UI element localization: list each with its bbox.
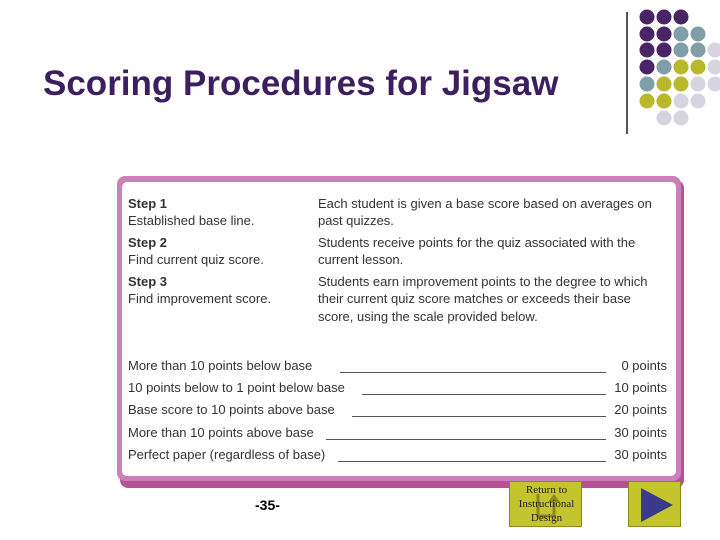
step-3-heading: Step 3 — [128, 274, 168, 289]
decorative-dot — [674, 77, 689, 92]
return-label-line3: Design — [530, 512, 563, 524]
step-3-desc-line2: their current quiz score matches or exceeds their base — [318, 291, 631, 306]
slide-title: Scoring Procedures for Jigsaw — [43, 64, 559, 103]
decorative-dot — [708, 77, 720, 92]
return-label — [510, 482, 583, 528]
title-divider — [626, 12, 628, 134]
decorative-dot — [657, 43, 672, 58]
scoring-panel-content — [122, 182, 676, 476]
decorative-dot — [674, 94, 689, 109]
decorative-dot — [657, 111, 672, 126]
scale-row-1-leader — [340, 372, 606, 373]
decorative-dot — [640, 94, 655, 109]
decorative-dot — [674, 43, 689, 58]
decorative-dot — [657, 77, 672, 92]
decorative-dot — [640, 60, 655, 75]
decorative-dot — [657, 27, 672, 42]
scale-row-3-condition: Base score to 10 points above base — [128, 402, 335, 417]
scale-row-4-points: 30 points — [614, 425, 667, 440]
decorative-dot — [640, 43, 655, 58]
decorative-dot — [691, 94, 706, 109]
scale-row-5-points: 30 points — [614, 447, 667, 462]
page-number: -35- — [255, 497, 280, 513]
return-to-instructional-design-button[interactable] — [509, 481, 582, 527]
step-1-label: Established base line. — [128, 213, 255, 228]
decorative-dot — [674, 111, 689, 126]
decorative-dot — [691, 60, 706, 75]
scale-row-4-leader — [326, 439, 606, 440]
step-1-desc-line2: past quizzes. — [318, 213, 394, 228]
decorative-dot — [674, 27, 689, 42]
return-label-line1: Return to — [525, 484, 568, 496]
step-3-desc-line3: score, using the scale provided below. — [318, 309, 538, 324]
scale-row-4-condition: More than 10 points above base — [128, 425, 314, 440]
step-3-label: Find improvement score. — [128, 291, 272, 306]
scale-row-2-points: 10 points — [614, 380, 667, 395]
decorative-dot — [708, 60, 720, 75]
decorative-dot — [708, 43, 720, 58]
step-1-heading: Step 1 — [128, 196, 168, 211]
scale-row-5-condition: Perfect paper (regardless of base) — [128, 447, 326, 462]
scale-row-1-condition: More than 10 points below base — [128, 358, 313, 373]
scale-row-3-leader — [352, 416, 606, 417]
scale-row-1-points: 0 points — [621, 358, 667, 373]
step-3-desc-line1: Students earn improvement points to the degree to which — [318, 274, 648, 289]
scale-row-5-leader — [338, 461, 606, 462]
next-slide-button[interactable] — [628, 481, 681, 527]
step-2-desc-line1: Students receive points for the quiz associated with the — [318, 235, 636, 250]
decorative-dot — [674, 10, 689, 25]
play-arrow-icon — [629, 482, 682, 528]
decorative-dot — [657, 10, 672, 25]
decorative-dot — [657, 60, 672, 75]
step-2-heading: Step 2 — [128, 235, 168, 250]
return-label-line2: Instructional — [518, 498, 575, 510]
scale-row-2-leader — [362, 394, 606, 395]
step-2-desc-line2: current lesson. — [318, 252, 404, 267]
decorative-dot — [691, 43, 706, 58]
step-2-label: Find current quiz score. — [128, 252, 264, 267]
decorative-dot — [657, 94, 672, 109]
decorative-dot — [640, 27, 655, 42]
step-1-desc-line1: Each student is given a base score based on averages on — [318, 196, 652, 211]
decorative-dot — [674, 60, 689, 75]
decorative-dot — [691, 77, 706, 92]
scale-row-3-points: 20 points — [614, 402, 667, 417]
decorative-dot — [640, 10, 655, 25]
decorative-dot — [691, 27, 706, 42]
scale-row-2-condition: 10 points below to 1 point below base — [128, 380, 345, 395]
decorative-dot — [640, 77, 655, 92]
